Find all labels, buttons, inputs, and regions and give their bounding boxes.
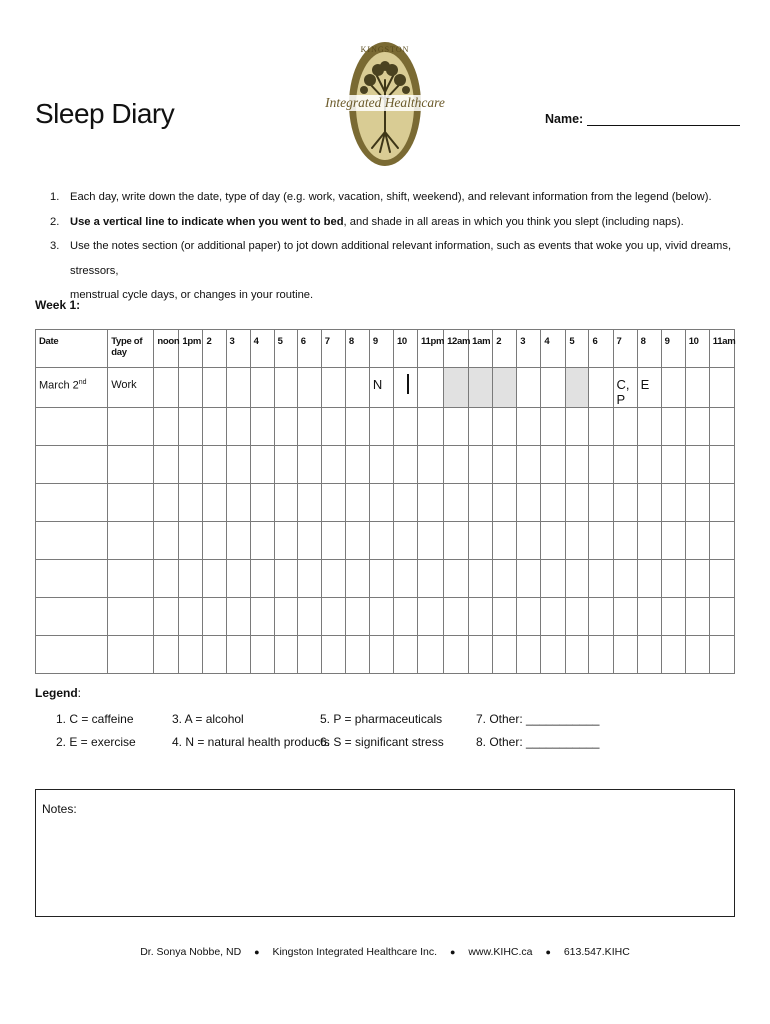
date-suffix: nd	[78, 379, 87, 386]
date-cell[interactable]	[36, 636, 108, 674]
hour-cell[interactable]	[154, 408, 179, 446]
hour-cell[interactable]	[637, 522, 661, 560]
column-header: 10	[685, 330, 709, 368]
hour-cell[interactable]	[274, 446, 297, 484]
footer-doctor: Dr. Sonya Nobbe, ND	[140, 946, 242, 958]
hour-cell[interactable]	[493, 408, 517, 446]
hour-cell[interactable]	[541, 408, 566, 446]
hour-cell[interactable]	[321, 522, 345, 560]
hour-cell[interactable]	[541, 446, 566, 484]
hour-cell[interactable]	[154, 636, 179, 674]
date-cell[interactable]	[36, 446, 108, 484]
hour-cell[interactable]	[297, 408, 321, 446]
hour-cell[interactable]	[203, 446, 226, 484]
hour-cell[interactable]	[566, 522, 589, 560]
hour-cell[interactable]	[566, 408, 589, 446]
column-header: 7	[613, 330, 637, 368]
column-header: 9	[369, 330, 393, 368]
instructions-list	[50, 185, 740, 308]
hour-cell[interactable]	[393, 560, 417, 598]
column-header: 8	[345, 330, 369, 368]
hour-cell[interactable]	[589, 522, 613, 560]
hour-cell[interactable]	[154, 560, 179, 598]
hour-cell[interactable]	[517, 560, 541, 598]
hour-cell[interactable]	[517, 598, 541, 636]
hour-cell[interactable]	[709, 522, 734, 560]
hour-cell[interactable]	[637, 408, 661, 446]
hour-cell[interactable]	[154, 522, 179, 560]
hour-cell[interactable]	[418, 484, 444, 522]
type-cell[interactable]	[108, 484, 154, 522]
date-cell[interactable]	[36, 560, 108, 598]
hour-cell[interactable]	[274, 408, 297, 446]
bullet-icon: ●	[254, 947, 260, 957]
hour-cell[interactable]	[179, 598, 203, 636]
table-row	[36, 522, 735, 560]
hour-cell[interactable]	[418, 368, 444, 408]
natural-health-mark: N	[372, 377, 383, 392]
table-row	[36, 598, 735, 636]
hour-cell[interactable]	[613, 484, 637, 522]
hour-cell[interactable]	[685, 598, 709, 636]
table-row	[36, 560, 735, 598]
hour-cell[interactable]	[661, 408, 685, 446]
instruction-number: 1.	[50, 191, 60, 203]
hour-cell[interactable]	[661, 446, 685, 484]
column-header: 11am	[709, 330, 734, 368]
sleep-shaded-cell[interactable]	[493, 368, 517, 408]
date-cell[interactable]	[36, 522, 108, 560]
column-header: 2	[203, 330, 226, 368]
hour-cell[interactable]	[637, 368, 661, 408]
hour-cell[interactable]	[250, 636, 274, 674]
instruction-text: Each day, write down the date, type of day (e.g. work, vacation, shift, weekend), and relevant information from the legend (below).	[70, 191, 712, 203]
hour-cell[interactable]	[661, 636, 685, 674]
hour-cell[interactable]	[393, 636, 417, 674]
hour-cell[interactable]	[566, 598, 589, 636]
legend-item: 3. A = alcohol	[172, 712, 244, 726]
table-row	[36, 408, 735, 446]
hour-cell[interactable]	[345, 598, 369, 636]
footer-company: Kingston Integrated Healthcare Inc.	[272, 946, 438, 958]
hour-cell[interactable]	[637, 484, 661, 522]
hour-cell[interactable]	[321, 446, 345, 484]
hour-cell[interactable]	[250, 446, 274, 484]
hour-cell[interactable]	[709, 636, 734, 674]
hour-cell[interactable]	[589, 446, 613, 484]
hour-cell[interactable]	[250, 368, 274, 408]
hour-cell[interactable]	[444, 598, 469, 636]
hour-cell[interactable]	[613, 636, 637, 674]
date-cell[interactable]	[36, 408, 108, 446]
hour-cell[interactable]	[566, 446, 589, 484]
hour-cell[interactable]	[226, 522, 250, 560]
hour-cell[interactable]	[613, 446, 637, 484]
hour-cell[interactable]	[393, 522, 417, 560]
hour-cell[interactable]	[541, 598, 566, 636]
column-header: 5	[274, 330, 297, 368]
hour-cell[interactable]	[589, 636, 613, 674]
hour-cell[interactable]	[613, 408, 637, 446]
hour-cell[interactable]	[418, 636, 444, 674]
hour-cell[interactable]	[369, 368, 393, 408]
hour-cell[interactable]	[444, 522, 469, 560]
hour-cell[interactable]	[444, 408, 469, 446]
hour-cell[interactable]	[297, 598, 321, 636]
instruction-text: Use the notes section (or additional paper) to jot down additional relevant information, such as events that woke you up, vivid dreams, stressors,	[70, 240, 732, 277]
legend-title	[35, 686, 81, 700]
sleep-diary-table	[35, 329, 735, 674]
hour-cell[interactable]	[685, 522, 709, 560]
hour-cell[interactable]	[637, 446, 661, 484]
instruction-item	[50, 185, 740, 210]
hour-cell[interactable]	[393, 408, 417, 446]
column-header: Date	[36, 330, 108, 368]
legend-item: 1. C = caffeine	[56, 712, 134, 726]
hour-cell[interactable]	[637, 560, 661, 598]
hour-cell[interactable]	[393, 368, 417, 408]
hour-cell[interactable]	[203, 560, 226, 598]
instruction-item	[50, 210, 740, 235]
column-header: 2	[493, 330, 517, 368]
hour-cell[interactable]	[274, 368, 297, 408]
hour-cell[interactable]	[469, 446, 493, 484]
hour-cell[interactable]	[709, 598, 734, 636]
hour-cell[interactable]	[369, 446, 393, 484]
hour-cell[interactable]	[345, 408, 369, 446]
hour-cell[interactable]	[469, 560, 493, 598]
hour-cell[interactable]	[274, 522, 297, 560]
hour-cell[interactable]	[709, 368, 734, 408]
column-header: 1pm	[179, 330, 203, 368]
hour-cell[interactable]	[203, 636, 226, 674]
table-row	[36, 368, 735, 408]
hour-cell[interactable]	[661, 484, 685, 522]
hour-cell[interactable]	[274, 636, 297, 674]
hour-cell[interactable]	[179, 636, 203, 674]
column-header: 3	[517, 330, 541, 368]
hour-cell[interactable]	[685, 560, 709, 598]
hour-cell[interactable]	[685, 446, 709, 484]
hour-cell[interactable]	[203, 408, 226, 446]
date-value: March 2	[39, 379, 79, 392]
hour-cell[interactable]	[321, 368, 345, 408]
hour-cell[interactable]	[709, 408, 734, 446]
hour-cell[interactable]	[418, 446, 444, 484]
hour-cell[interactable]	[589, 368, 613, 408]
hour-cell[interactable]	[250, 522, 274, 560]
legend-item: 2. E = exercise	[56, 735, 136, 749]
hour-cell[interactable]	[321, 636, 345, 674]
hour-cell[interactable]	[493, 446, 517, 484]
hour-cell[interactable]	[709, 560, 734, 598]
hour-cell[interactable]	[493, 522, 517, 560]
hour-cell[interactable]	[493, 598, 517, 636]
legend-item: 5. P = pharmaceuticals	[320, 712, 443, 726]
hour-cell[interactable]	[179, 446, 203, 484]
hour-cell[interactable]	[444, 636, 469, 674]
type-cell[interactable]	[108, 598, 154, 636]
hour-cell[interactable]	[589, 560, 613, 598]
hour-cell[interactable]	[369, 560, 393, 598]
hour-cell[interactable]	[709, 446, 734, 484]
type-cell[interactable]	[108, 446, 154, 484]
hour-cell[interactable]	[154, 368, 179, 408]
column-header: 9	[661, 330, 685, 368]
type-cell[interactable]	[108, 368, 154, 408]
type-value: Work	[111, 379, 137, 391]
hour-cell[interactable]	[226, 368, 250, 408]
hour-cell[interactable]	[226, 484, 250, 522]
instruction-number: 3.	[50, 240, 60, 252]
hour-cell[interactable]	[250, 560, 274, 598]
hour-cell[interactable]	[226, 598, 250, 636]
kingston-logo	[320, 40, 450, 168]
hour-cell[interactable]	[685, 408, 709, 446]
hour-cell[interactable]	[541, 636, 566, 674]
hour-cell[interactable]	[203, 598, 226, 636]
hour-cell[interactable]	[321, 598, 345, 636]
column-header: 11pm	[418, 330, 444, 368]
logo-wordmark: Integrated Healthcare	[325, 95, 445, 110]
hour-cell[interactable]	[369, 522, 393, 560]
legend-item: 6. S = significant stress	[320, 735, 444, 749]
hour-cell[interactable]	[541, 560, 566, 598]
hour-cell[interactable]	[444, 484, 469, 522]
legend-item[interactable]: 8. Other: ___________	[476, 735, 600, 749]
hour-cell[interactable]	[393, 484, 417, 522]
hour-cell[interactable]	[418, 560, 444, 598]
sleep-shaded-cell[interactable]	[566, 368, 589, 408]
hour-cell[interactable]	[179, 368, 203, 408]
instruction-number: 2.	[50, 215, 60, 228]
hour-cell[interactable]	[250, 484, 274, 522]
hour-cell[interactable]	[203, 368, 226, 408]
hour-cell[interactable]	[709, 484, 734, 522]
hour-cell[interactable]	[661, 522, 685, 560]
notes-label: Notes:	[42, 802, 77, 816]
hour-cell[interactable]	[345, 446, 369, 484]
hour-cell[interactable]	[493, 560, 517, 598]
hour-cell[interactable]	[203, 484, 226, 522]
hour-cell[interactable]	[369, 636, 393, 674]
bedtime-line	[407, 374, 409, 394]
name-field[interactable]	[545, 112, 740, 126]
name-label: Name:	[545, 112, 584, 126]
instruction-bold-text: Use a vertical line to indicate when you went to bed	[70, 215, 344, 228]
hour-cell[interactable]	[685, 484, 709, 522]
hour-cell[interactable]	[444, 446, 469, 484]
hour-cell[interactable]	[613, 560, 637, 598]
legend-colon: :	[77, 686, 82, 700]
hour-cell[interactable]	[637, 598, 661, 636]
hour-cell[interactable]	[179, 522, 203, 560]
column-header: 6	[589, 330, 613, 368]
hour-cell[interactable]	[393, 598, 417, 636]
date-cell[interactable]	[36, 598, 108, 636]
hour-cell[interactable]	[469, 522, 493, 560]
hour-cell[interactable]	[297, 368, 321, 408]
hour-cell[interactable]	[297, 560, 321, 598]
hour-cell[interactable]	[297, 522, 321, 560]
footer-phone: 613.547.KIHC	[563, 946, 630, 958]
hour-cell[interactable]	[154, 446, 179, 484]
hour-cell[interactable]	[345, 522, 369, 560]
hour-cell[interactable]	[179, 560, 203, 598]
type-cell[interactable]	[108, 560, 154, 598]
hour-cell[interactable]	[469, 636, 493, 674]
date-cell[interactable]	[36, 484, 108, 522]
hour-cell[interactable]	[685, 636, 709, 674]
hour-cell[interactable]	[517, 408, 541, 446]
instruction-text-continued: menstrual cycle days, or changes in your routine.	[70, 289, 314, 301]
hour-cell[interactable]	[661, 368, 685, 408]
hour-cell[interactable]	[274, 560, 297, 598]
hour-cell[interactable]	[345, 484, 369, 522]
page-title: Sleep Diary	[35, 98, 175, 129]
hour-cell[interactable]	[517, 446, 541, 484]
column-header: 5	[566, 330, 589, 368]
hour-cell[interactable]	[566, 560, 589, 598]
hour-cell[interactable]	[297, 484, 321, 522]
hour-cell[interactable]	[541, 368, 566, 408]
hour-cell[interactable]	[444, 560, 469, 598]
hour-cell[interactable]	[517, 522, 541, 560]
instruction-item	[50, 234, 740, 308]
type-cell[interactable]	[108, 408, 154, 446]
type-cell[interactable]	[108, 522, 154, 560]
column-header: 4	[541, 330, 566, 368]
hour-cell[interactable]	[541, 522, 566, 560]
hour-cell[interactable]	[685, 368, 709, 408]
hour-cell[interactable]	[345, 636, 369, 674]
hour-cell[interactable]	[418, 408, 444, 446]
bullet-icon: ●	[449, 947, 456, 957]
hour-cell[interactable]	[613, 368, 637, 408]
table-header-row	[36, 330, 735, 368]
exercise-mark: E	[640, 377, 650, 392]
hour-cell[interactable]	[613, 598, 637, 636]
name-blank-line[interactable]	[587, 114, 740, 126]
hour-cell[interactable]	[226, 408, 250, 446]
date-cell[interactable]	[36, 368, 108, 408]
caffeine-pharma-mark: C, P	[616, 377, 630, 407]
hour-cell[interactable]	[589, 408, 613, 446]
hour-cell[interactable]	[154, 598, 179, 636]
table-row	[36, 484, 735, 522]
hour-cell[interactable]	[250, 408, 274, 446]
hour-cell[interactable]	[321, 408, 345, 446]
week-label: Week 1:	[35, 298, 81, 312]
column-header: 12am	[444, 330, 469, 368]
hour-cell[interactable]	[226, 446, 250, 484]
hour-cell[interactable]	[393, 446, 417, 484]
legend-item[interactable]: 7. Other: ___________	[476, 712, 600, 726]
hour-cell[interactable]	[321, 484, 345, 522]
instruction-text: , and shade in all areas in which you think you slept (including naps).	[343, 215, 684, 228]
hour-cell[interactable]	[179, 484, 203, 522]
hour-cell[interactable]	[566, 484, 589, 522]
hour-cell[interactable]	[154, 484, 179, 522]
hour-cell[interactable]	[589, 484, 613, 522]
hour-cell[interactable]	[661, 560, 685, 598]
hour-cell[interactable]	[274, 598, 297, 636]
column-header: noon	[154, 330, 179, 368]
hour-cell[interactable]	[226, 560, 250, 598]
bullet-icon: ●	[545, 947, 551, 957]
hour-cell[interactable]	[369, 484, 393, 522]
hour-cell[interactable]	[493, 484, 517, 522]
hour-cell[interactable]	[469, 408, 493, 446]
legend-title-text: Legend	[35, 686, 78, 700]
hour-cell[interactable]	[250, 598, 274, 636]
hour-cell[interactable]	[203, 522, 226, 560]
hour-cell[interactable]	[345, 368, 369, 408]
legend-item: 4. N = natural health products	[172, 735, 330, 749]
hour-cell[interactable]	[469, 484, 493, 522]
hour-cell[interactable]	[637, 636, 661, 674]
hour-cell[interactable]	[345, 560, 369, 598]
hour-cell[interactable]	[226, 636, 250, 674]
column-header: 8	[637, 330, 661, 368]
footer	[0, 946, 770, 958]
hour-cell[interactable]	[469, 598, 493, 636]
type-cell[interactable]	[108, 636, 154, 674]
hour-cell[interactable]	[589, 598, 613, 636]
hour-cell[interactable]	[517, 368, 541, 408]
hour-cell[interactable]	[369, 408, 393, 446]
hour-cell[interactable]	[321, 560, 345, 598]
hour-cell[interactable]	[369, 598, 393, 636]
hour-cell[interactable]	[274, 484, 297, 522]
hour-cell[interactable]	[517, 636, 541, 674]
sleep-shaded-cell[interactable]	[469, 368, 493, 408]
hour-cell[interactable]	[613, 522, 637, 560]
hour-cell[interactable]	[418, 598, 444, 636]
column-header: 6	[297, 330, 321, 368]
footer-website[interactable]: www.KIHC.ca	[468, 946, 533, 958]
hour-cell[interactable]	[493, 636, 517, 674]
column-header: Type of day	[108, 330, 154, 368]
hour-cell[interactable]	[541, 484, 566, 522]
column-header: 3	[226, 330, 250, 368]
column-header: 1am	[469, 330, 493, 368]
hour-cell[interactable]	[179, 408, 203, 446]
column-header: 10	[393, 330, 417, 368]
table-row	[36, 446, 735, 484]
table-row	[36, 636, 735, 674]
hour-cell[interactable]	[566, 636, 589, 674]
hour-cell[interactable]	[517, 484, 541, 522]
hour-cell[interactable]	[661, 598, 685, 636]
column-header: 4	[250, 330, 274, 368]
sleep-shaded-cell[interactable]	[444, 368, 469, 408]
logo-top-text: KINGSTON	[360, 45, 410, 54]
notes-box[interactable]	[35, 789, 735, 917]
hour-cell[interactable]	[418, 522, 444, 560]
hour-cell[interactable]	[297, 446, 321, 484]
hour-cell[interactable]	[297, 636, 321, 674]
column-header: 7	[321, 330, 345, 368]
